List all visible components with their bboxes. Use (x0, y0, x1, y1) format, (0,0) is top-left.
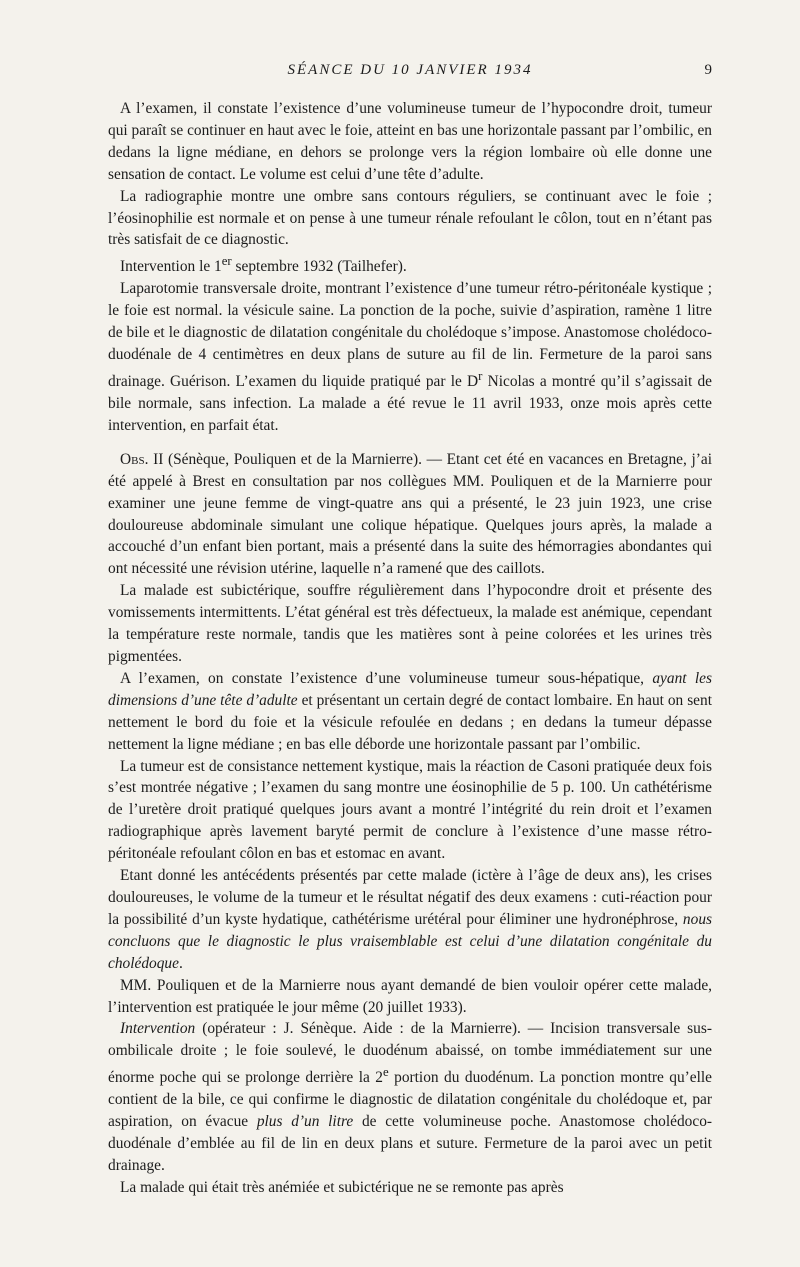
superscript: er (221, 254, 232, 269)
paragraph-radiography (108, 186, 712, 252)
paragraph-subicteric (108, 580, 712, 668)
page-number: 9 (704, 62, 712, 78)
paragraph-intervention (108, 1018, 712, 1176)
paragraph-exam-2 (108, 668, 712, 756)
paragraph-observation-2 (108, 449, 712, 580)
paragraph-exam (108, 98, 712, 186)
italic-lead: Intervention (120, 1020, 196, 1038)
paragraph-text: A l’examen, on constate l’existence d’une volumineuse tumeur sous-hépatique, (120, 669, 653, 687)
paragraph-final (108, 1177, 712, 1199)
paragraph-text: Etant donné les antécédents présentés par cette malade (ictère à l’âge de deux ans), les crises douloureuses, le volume de la tumeur et le résultat négatif des deux examens : cuti-réaction pour la possibilité d’un kyste hydatique, cathétérisme urétéral pour éliminer une hydronéphrose, (108, 867, 712, 928)
paragraph-text: La malade qui était très anémiée et subictérique ne se remonte pas après (120, 1178, 564, 1196)
paragraph-text: portion du duodénum. La ponction montre qu’elle contient de la bile, ce qui confirme le diagnostic de dilatation congénitale du cholédoque et, par aspiration, on évacue (108, 1069, 712, 1131)
body-text (108, 98, 712, 1199)
superscript: r (478, 369, 483, 383)
paragraph-laparotomy (108, 278, 712, 436)
paragraph-text: . (178, 954, 183, 972)
paragraph-intervention-date (108, 251, 712, 278)
superscript: e (382, 1065, 389, 1080)
paragraph-text: Nicolas a montré qu’il s’agissait de bile normale, sans infection. La malade a été revue le 11 avril 1933, onze mois après cette intervention, en parfait état. (108, 373, 712, 434)
paragraph-text: de cette volumineuse poche. Anastomose cholédoco-duodénale d’emblée au fil de lin en deux plans et suture. Fermeture de la paroi avec un petit drainage. (108, 1113, 713, 1174)
paragraph-cystic (108, 756, 712, 866)
observation-label: Obs. (120, 450, 149, 468)
italic-text: nous concluons que le diagnostic le plus vraisemblable est celui d’une dilatation congénitale du cholédoque (108, 910, 712, 972)
paragraph-text: La malade est subictérique, souffre régulièrement dans l’hypocondre droit et présente des vomissements intermittents. L’état général est très défectueux, la malade est anémique, cependant la température reste normale, tandis que les matières sont à peine colorées et les urines très pigmentées. (108, 582, 712, 665)
paragraph-text: septembre 1932 (Tailhefer). (231, 258, 407, 276)
italic-text: plus d’un litre (256, 1113, 354, 1131)
paragraph-text: La radiographie montre une ombre sans contours réguliers, se continuant avec le foie ; l’éosinophilie est normale et on pense à une tumeur rénale refoulant le côlon, tout en n’étant pas très satisfait de ce diagnostic. (108, 187, 712, 249)
paragraph-text: Laparotomie transversale droite, montrant l’existence d’une tumeur rétro-péritonéale kystique ; le foie est normal. la vésicule saine. La ponction de la poche, suivie d’aspiration, ramène 1 litre de bile et le diagnostic de dilatation congénitale du cholédoque s’impose. Anastomose cholédoco-duodénale de 4 centimètres en deux plans de suture au fil de lin. Fermeture de la paroi sans drainage. Guérison. L’examen du liquide pratiqué par le D (108, 280, 712, 391)
page-header (108, 62, 712, 84)
paragraph-text: MM. Pouliquen et de la Marnierre nous ayant demandé de bien vouloir opérer cette malade, l’intervention est pratiquée le jour même (20 juillet 1933). (108, 976, 712, 1016)
paragraph-text: Intervention le 1 (120, 258, 222, 276)
italic-text: ayant les dimensions d’une tête d’adulte (108, 669, 712, 709)
running-head: SÉANCE DU 10 JANVIER 1934 (287, 62, 533, 78)
paragraph-text: et présentant un certain degré de contact lombaire. En haut on sent nettement le bord du foie et la vésicule refoulée en dedans ; en dedans la tumeur dépasse nettement la ligne médiane ; en bas elle déborde une horizontale passant par l’ombilic. (108, 691, 712, 753)
paragraph-text: A l’examen, il constate l’existence d’une volumineuse tumeur de l’hypocondre droit, tumeur qui paraît se continuer en haut avec le foie, atteint en bas une horizontale passant par l’ombilic, en dedans la ligne médiane, en dehors se prolonge vers la région lombaire où elle donne une sensation de contact. Le volume est celui d’une tête d’adulte. (108, 100, 712, 183)
paragraph-operation-request (108, 975, 712, 1019)
paragraph-text: (opérateur : J. Sénèque. Aide : de la Marnierre). — Incision transversale sus-ombilicale droite ; le foie soulevé, le duodénum abaissé, on tombe immédiatement sur une énorme poche qui se prolonge derrière la 2 (108, 1020, 712, 1087)
paragraph-text: La tumeur est de consistance nettement kystique, mais la réaction de Casoni pratiquée deux fois s’est montrée négative ; l’examen du sang montre une éosinophilie de 5 p. 100. Un cathétérisme de l’uretère droit pratiqué quelques jours avant a montré l’intégrité du rein droit et l’examen radiographique après lavement baryté permit de conclure à l’existence d’une masse rétro-péritonéale refoulant côlon en bas et estomac en avant. (108, 757, 712, 863)
paragraph-diagnosis (108, 865, 712, 975)
paragraph-text: II (Sénèque, Pouliquen et de la Marnierre). — Etant cet été en vacances en Bretagne, j’ai été appelé à Brest en consultation par nos collègues MM. Pouliquen et de la Marnierre pour examiner une jeune femme de vingt-quatre ans qui a présenté, le 23 juin 1923, une crise douloureuse abdominale simulant une colique hépatique. Quelques jours après, la malade a accouché d’un enfant bien portant, mais a présenté dans la suite des hémorragies abondantes qui ont nécessité une révision utérine, laquelle n’a ramené que des caillots. (108, 450, 712, 578)
